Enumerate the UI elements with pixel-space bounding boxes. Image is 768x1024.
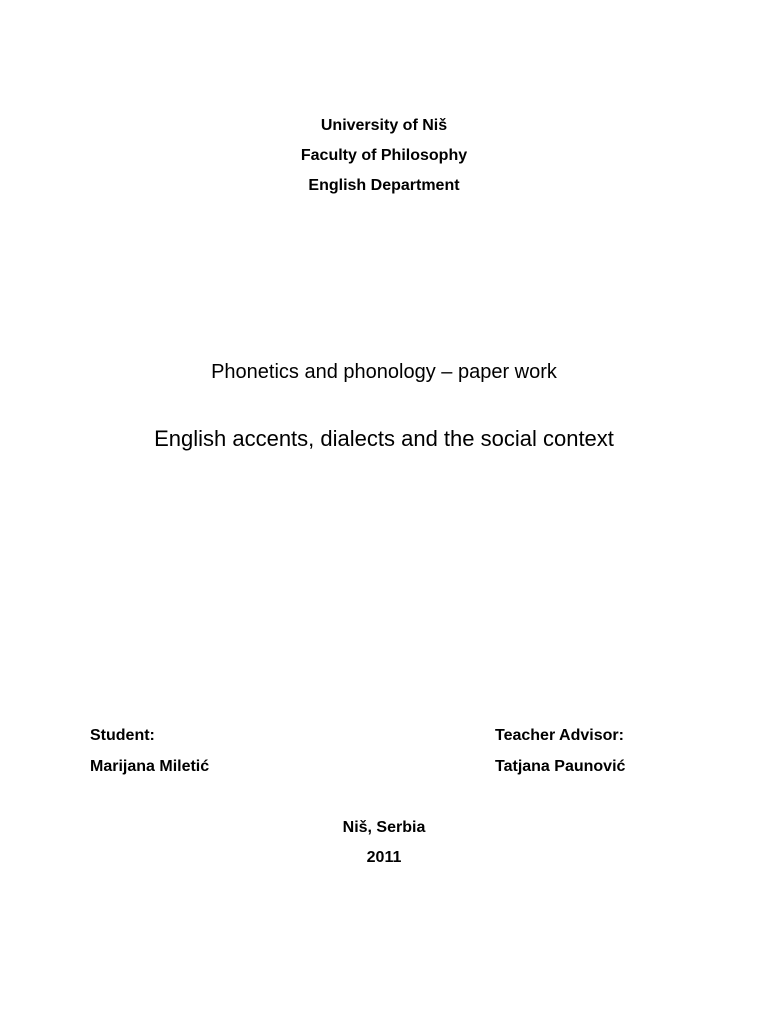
department-name: English Department xyxy=(308,177,460,194)
advisor-name: Tatjana Paunović xyxy=(495,758,626,775)
place: Niš, Serbia xyxy=(342,819,426,836)
paper-title: English accents, dialects and the social context xyxy=(154,426,614,451)
university-name: University of Niš xyxy=(320,117,448,134)
year: 2011 xyxy=(366,849,402,866)
student-label: Student: xyxy=(90,727,155,744)
course-heading: Phonetics and phonology – paper work xyxy=(211,361,557,383)
advisor-label: Teacher Advisor: xyxy=(495,727,624,744)
faculty-name: Faculty of Philosophy xyxy=(300,147,468,164)
student-name: Marijana Miletić xyxy=(90,758,210,775)
